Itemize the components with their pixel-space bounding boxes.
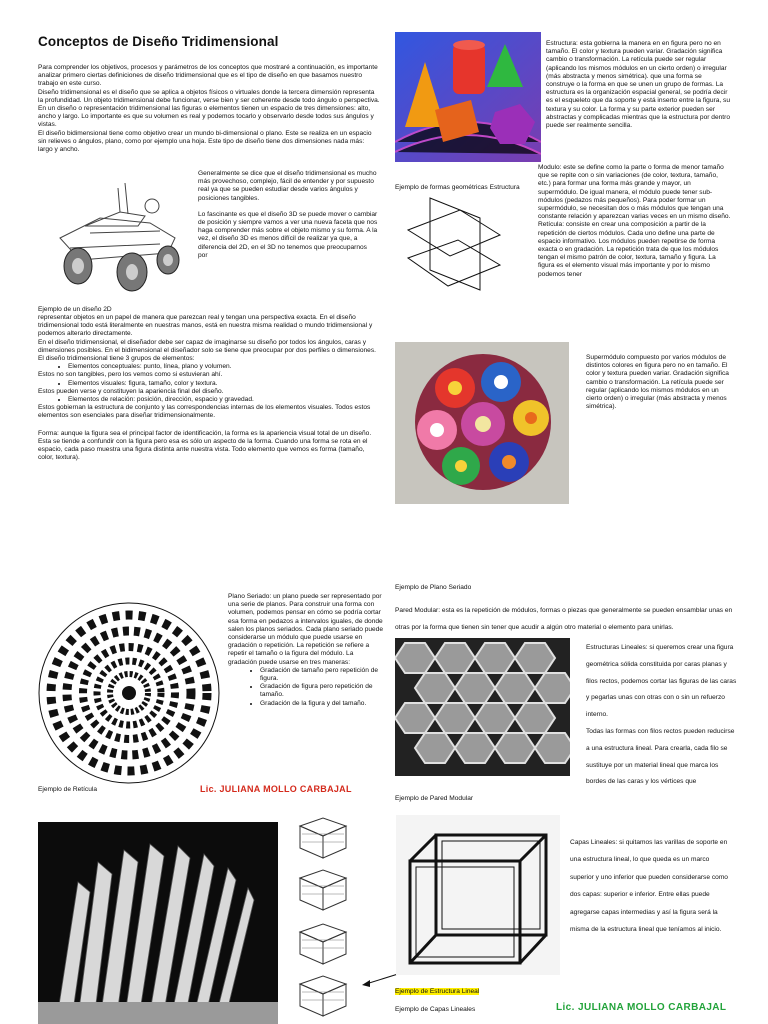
supermodulo-text: Supermódulo compuesto por varios módulos de distintos colores en figura pero no en tamaño. El color y textura pueden variar. Gradación significa cambio o transformación. La retícula puede ser regular (aplicando los mismos módulos en un cierto orden) o irregular (más abstracta y menos simétrica). [586, 354, 729, 411]
signature-red: Lic. JULIANA MOLLO CARBAJAL [200, 784, 352, 794]
plano-seriado-text: Plano Seriado: un plano puede ser representado por una serie de planos. Para construir una forma con volumen, podemos pensar en cómo se podría cortar esa forma en pedazos a intervalos iguales, de donde salen los planos seriados. Cada plano seriado puede considerarse un módulo que puede usarse en gradación o repetición. La repetición se refiere a repetir el tamaño o la figura del módulo. La gradación puede usarse en tres maneras: • Gradación de tamaño pero repetición de figura. • Gradación de figura pero repetición de tamaño. • Gradación de la figura y del tamaño. [228, 593, 384, 708]
caption-pared-modular: Ejemplo de Pared Modular [395, 795, 474, 802]
estructura-text: Estructura: esta gobierna la manera en en figura pero no en tamaño. El color y textura pueden variar. Gradación significa cambio o transformación. La retícula puede ser regular (aplicando los mismos módulos en un cierto orden) o irregular (más abstracta y menos simétrica). que una forma se construye o la forma en que se unen un grupo de formas. La estructura es la organización espacial general, se podría decir es el esqueleto que da soporte y está inserto entre la figura, su textura y su color. La forma y su parte exterior pueden ser abstractas y complicadas mientras que la estructura por dentro puede ser realmente sencilla. [546, 40, 731, 130]
arrow-left-icon [360, 970, 400, 990]
modulo-text: Modulo: este se define como la parte o forma de menor tamaño que se repite con o sin variaciones (de color, textura, tamaño, etc.) para formar una forma más grande y mayor, un supermódulo. De igual manera, el módulo puede tener sub-módulos (pedazos más pequeños). Para poder formar un supermódulo, se necesitan dos o más módulos que tengan una constante relación y aparezcan varias veces en un mismo diseño. Retícula: consiste en crear una composición a partir de la repetición de ciertos módulos. Cada uno define una parte de espacio informativo. Los módulos pueden repetirse de forma exacta o en gradación. La repetición trata de que los módulos tengan el mismo patrón de color, textura, tamaño y figura. La figura es el elemento visual más importante y por lo mismo podemos tener [538, 164, 731, 278]
caption-2d: Ejemplo de un diseño 2D [38, 306, 112, 313]
rover-sketch-image [40, 168, 192, 298]
curved-planes-sculpture-image [38, 822, 278, 1024]
signature-green: Lic. JULIANA MOLLO CARBAJAL [556, 1002, 727, 1013]
intersecting-planes-diagram [400, 190, 510, 312]
caption-reticula: Ejemplo de Retícula [38, 786, 98, 793]
page-title: Conceptos de Diseño Tridimensional [38, 34, 279, 49]
3d-benefits-text: Generalmente se dice que el diseño tridimensional es mucho más provechoso, complejo, fácil de entender y por supuesto real ya que se pueden estudiar desde varios ángulos y posiciones tangibles. Lo fascinante es que el diseño 3D se puede mover o cambiar de posición y siempre vamos a ver una nueva faceta que nos haga comprender más sobre el objeto mismo y su forma. A la vez, el diseño 3D es menos difícil de realizar ya que, a diferencia del 2D, en el 3D no tenemos que preocuparnos por [198, 170, 378, 259]
linear-structure-cube-image [396, 815, 560, 975]
caption-capas-lineales: Ejemplo de Capas Lineales [395, 1006, 476, 1013]
origami-supermodule-image [395, 342, 569, 504]
reticula-pattern-image [38, 602, 220, 784]
capas-lineales-text: Capas Lineales: si quitamos las varillas de soporte en una estructura lineal, lo que queda es un marco superior y uno inferior que pueden considerarse como dos capas: superior e inferior. Entre ellas puede agregarse capas intermedias y así la figura será la misma de la estructura lineal que teníamos al inicio. [570, 839, 728, 934]
serial-planes-cubes-image [290, 814, 356, 1024]
intro-text: Para comprender los objetivos, procesos y parámetros de los conceptos que mostraré a continuación, es importante analizar primero ciertas definiciones de diseño tridimensional que es el tipo de diseño en que basamos nuestro trabajo en este curso. Diseño tridimensional es el diseño que se aplica a objetos físicos o virtuales donde la tercera dimensión representa la profundidad. Un objeto tridimensional debe funcionar, verse bien y ser coherente desde todo ángulo o perspectiva. En un diseño o representación tridimensional las figuras o elementos tienen un espacio de tres dimensiones: alto, ancho y largo. Lo importante es que su volumen es real y podemos tocarlo y observarlo desde todos sus ángulos y vistas. El diseño bidimensional tiene como objetivo crear un mundo bi-dimensional o plano. Este se realiza en un espacio sin relieves o ángulos, plano, como por ejemplo una hoja. Este tipo de diseño tiene dos dimensiones nada más: largo y ancho. [38, 64, 380, 154]
geometric-shapes-image [395, 32, 541, 162]
estructuras-lineales-text: Estructuras Lineales: si queremos crear una figura geométrica sólida constituida por caras planas y filos rectos, podemos cortar las figuras de las caras y pegarlas unas con otras con o sin un refuerzo interno. Todas las formas con filos rectos pueden reducirse a una estructura lineal. Para crearla, cada filo se sustituye por un material lineal que marca los bordes de las caras y los vértices que [586, 644, 737, 786]
pared-modular-text: Pared Modular: esta es la repetición de módulos, formas o piezas que generalmente se pueden ensamblar unas en otras por la forma que tienen sin tener que acudir a algún otro material o elemento para unirlas. [395, 607, 733, 631]
caption-plano-seriado: Ejemplo de Plano Seriado [395, 584, 472, 591]
modular-wall-image [395, 638, 570, 776]
body2-text: representar objetos en un papel de manera que parezcan real y tengan una perspectiva exacta. En el diseño tridimensional todo está literalmente en nuestras manos, está en nuestra misma realidad o mundo tridimensional y podemos alterarlo directamente. En el diseño tridimensional, el diseñador debe ser capaz de imaginarse su diseño por todos los ángulos, caras y dimensiones posibles. En el bidimensional el diseñador solo se tiene que preocupar por dos perfiles o dimensiones. El diseño tridimensional tiene 3 grupos de elementos: • Elementos conceptuales: punto, línea, plano y volumen. Estos no son tangibles, pero los vemos como si estuvieran ahí. • Elementos visuales: figura, tamaño, color y textura. Estos pueden verse y constituyen la apariencia final del diseño. • Elementos de relación: posición, dirección, espacio y gravedad. Estos gobiernan la estructura de conjunto y las correspondencias internas de los elementos visuales. Todos estos elementos son esenciales para diseñar tridimensionalmente. Forma: aunque la figura sea el principal factor de identificación, la forma es la apariencia visual total de un diseño. Esta se tiende a confundir con la figura pero esa es sólo un aspecto de la forma. Cuando una forma se rota en el espacio, cada paso muestra una figura distinta ante nuestra vista. Todo elemento que vemos es forma (tamaño, color, textura). [38, 314, 380, 462]
caption-geometric-forms: Ejemplo de formas geométricas Estructura [395, 184, 520, 191]
caption-estructura-lineal: Ejemplo de Estructura Lineal [395, 988, 480, 995]
